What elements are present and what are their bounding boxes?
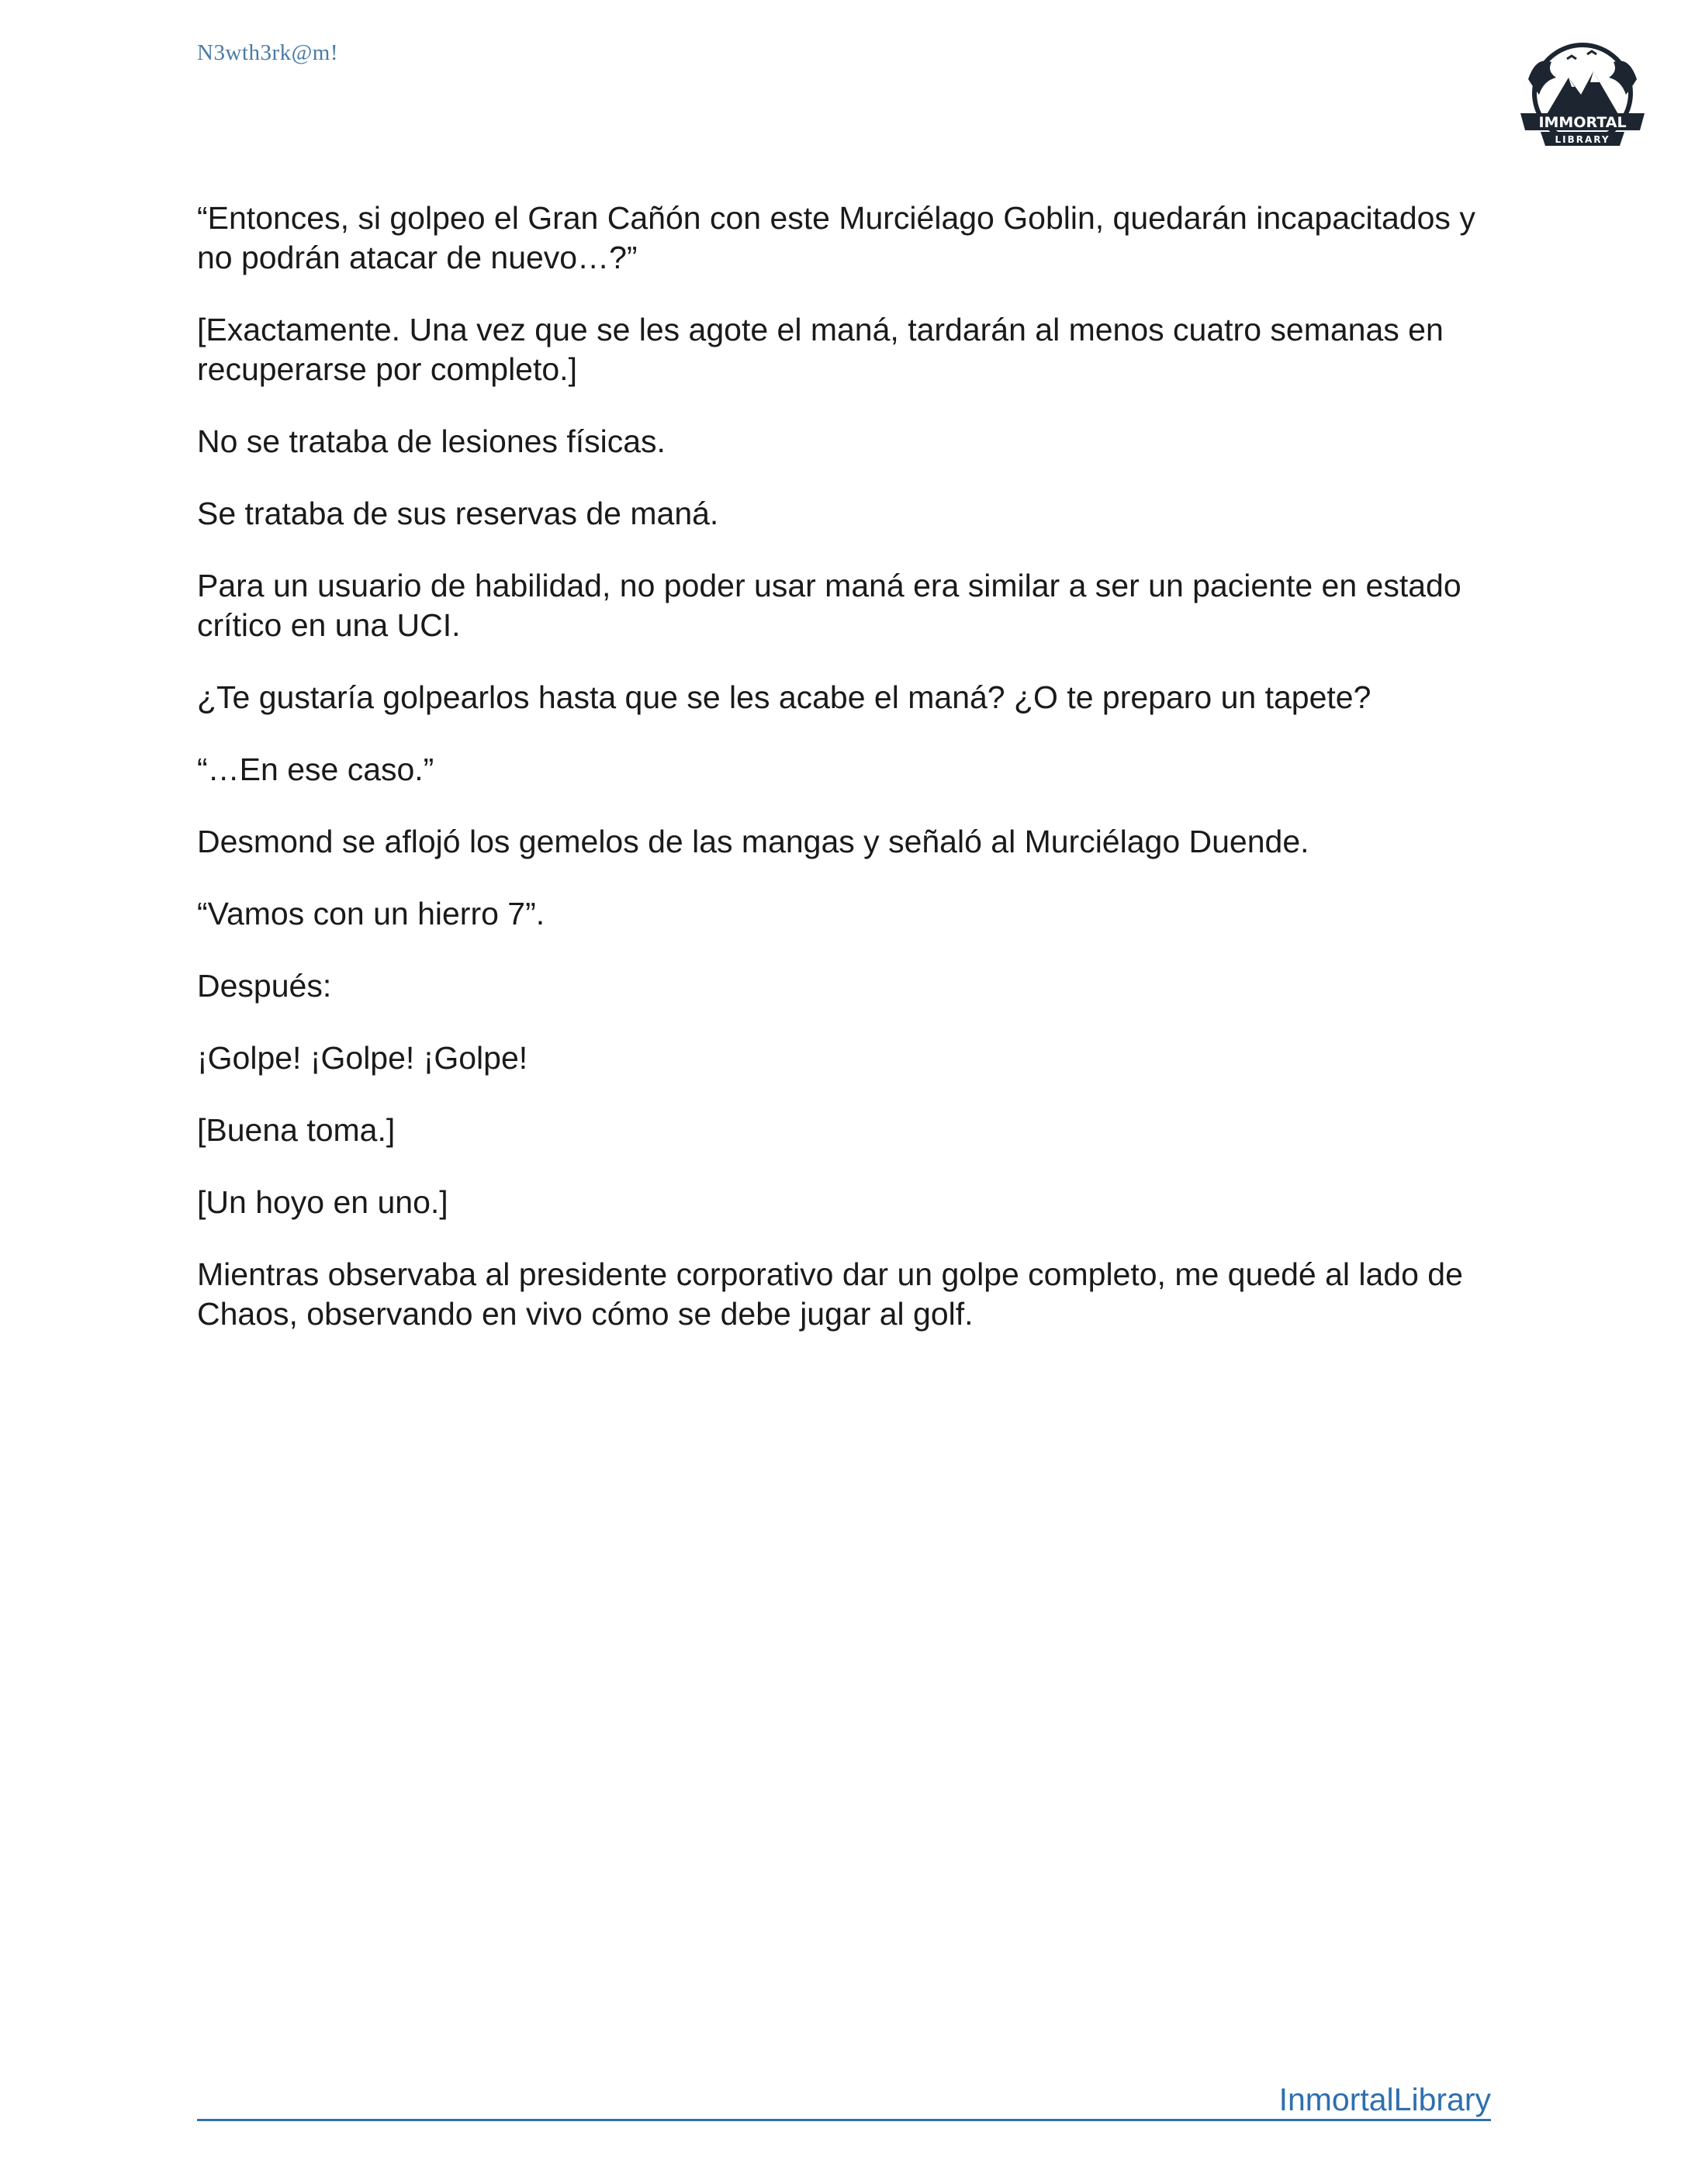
paragraph: Se trataba de sus reservas de maná. bbox=[197, 496, 719, 531]
paragraph: “Vamos con un hierro 7”. bbox=[197, 896, 545, 931]
paragraph: [Exactamente. Una vez que se les agote el maná, tardarán al menos cuatro semanas en recuperarse por completo.] bbox=[197, 312, 1444, 387]
footer-rule bbox=[197, 2119, 1491, 2121]
immortal-library-logo bbox=[1513, 33, 1652, 164]
paragraph: ¡Golpe! ¡Golpe! ¡Golpe! bbox=[197, 1040, 528, 1076]
paragraph: “Entonces, si golpeo el Gran Cañón con este Murciélago Goblin, quedarán incapacitados y no podrán atacar de nuevo…?” bbox=[197, 200, 1475, 275]
paragraph: Después: bbox=[197, 968, 332, 1004]
paragraph: [Un hoyo en uno.] bbox=[197, 1184, 448, 1220]
chapter-body bbox=[197, 199, 1500, 1367]
paragraph: Mientras observaba al presidente corporativo dar un golpe completo, me quedé al lado de Chaos, observando en vivo cómo se debe jugar al golf. bbox=[197, 1256, 1463, 1332]
paragraph: Para un usuario de habilidad, no poder usar maná era similar a ser un paciente en estado crítico en una UCI. bbox=[197, 568, 1461, 643]
paragraph: Desmond se aflojó los gemelos de las mangas y señaló al Murciélago Duende. bbox=[197, 824, 1309, 859]
footer-link[interactable]: InmortalLibrary bbox=[1278, 2082, 1491, 2117]
paragraph: “…En ese caso.” bbox=[197, 752, 434, 787]
header-watermark: N3wth3rk@m! bbox=[197, 40, 339, 65]
logo-text-bottom: LIBRARY bbox=[1555, 134, 1610, 145]
paragraph: [Buena toma.] bbox=[197, 1112, 396, 1148]
paragraph: ¿Te gustaría golpearlos hasta que se les acabe el maná? ¿O te preparo un tapete? bbox=[197, 679, 1372, 715]
paragraph: No se trataba de lesiones físicas. bbox=[197, 423, 666, 459]
logo-text-top: IMMORTAL bbox=[1538, 114, 1627, 131]
